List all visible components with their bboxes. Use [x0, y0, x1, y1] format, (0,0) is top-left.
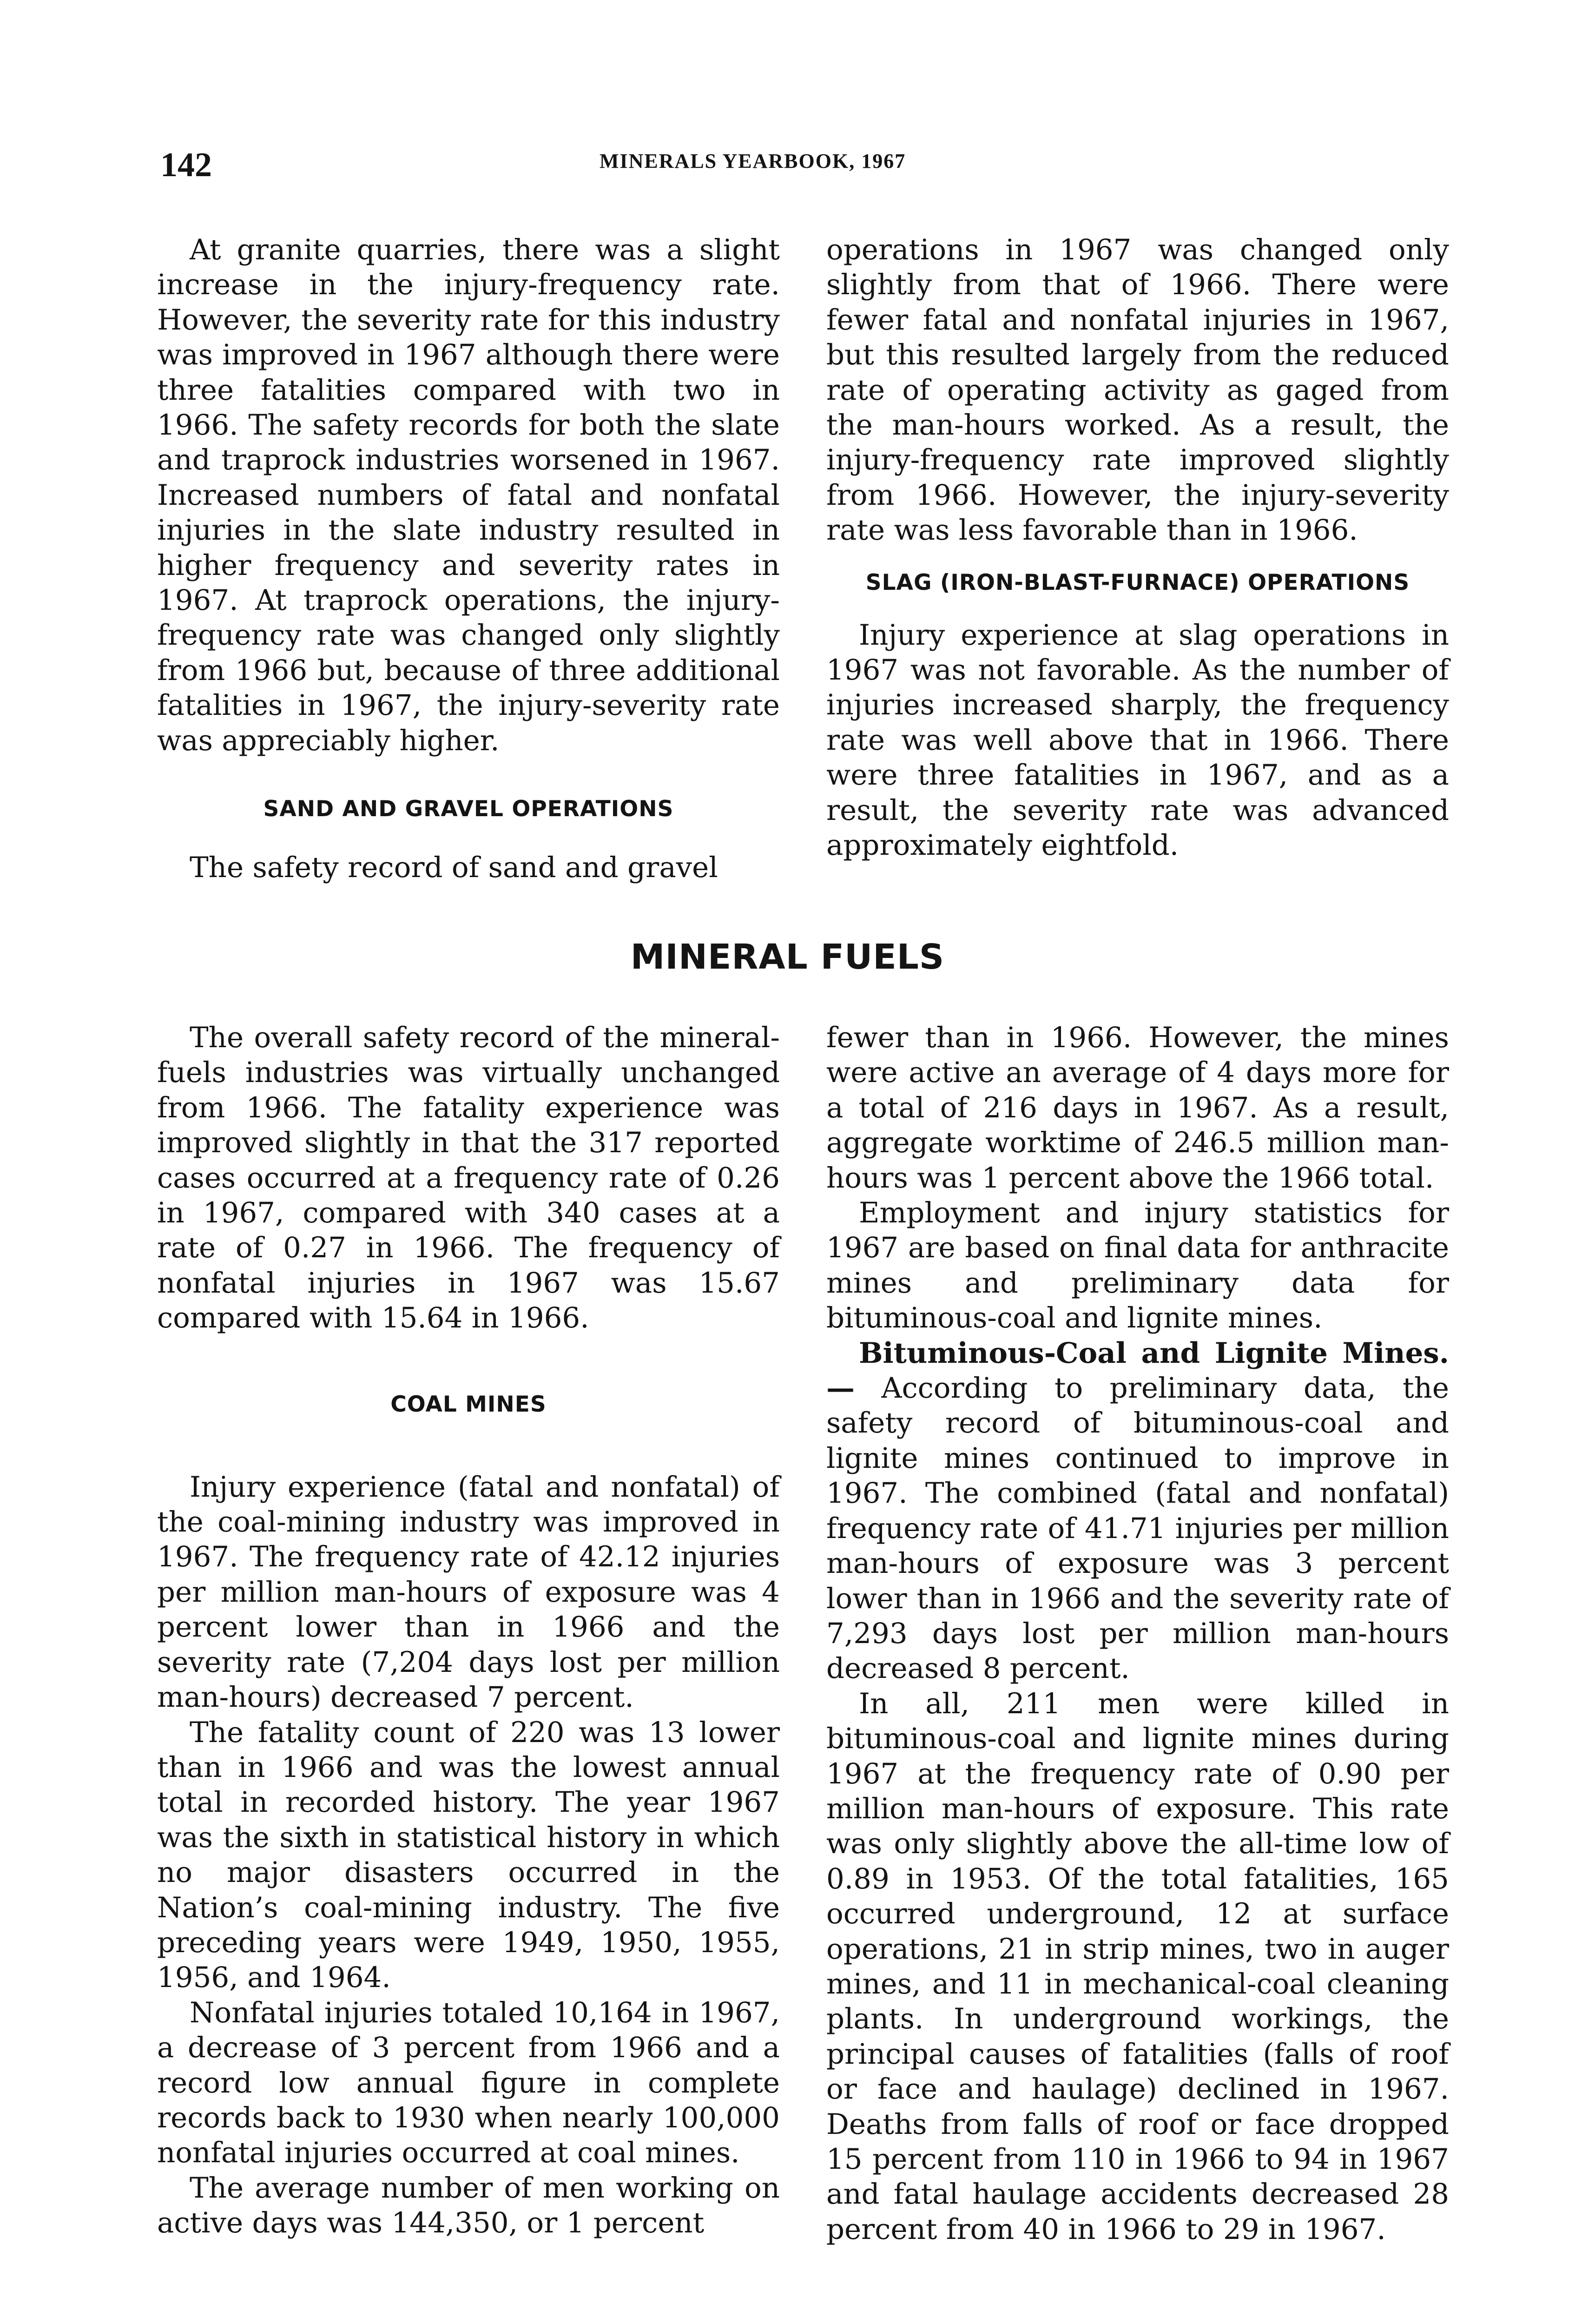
paragraph: The fatality count of 220 was 13 lower than in 1966 and was the lowest annual total in recorded history. The year 1967 was the sixth in statistical history in which no major disasters occurred in the Nation’s coal-mining industry. The five preceding years were 1949, 1950, 1955, 1956, and 1964.: [157, 1716, 780, 1994]
top-right-column: [826, 232, 1449, 863]
section-heading-slag: SLAG (IRON-BLAST-FURNACE) OPERATIONS: [865, 569, 1410, 595]
paragraph: Nonfatal injuries totaled 10,164 in 1967, a decrease of 3 percent from 1966 and a record low annual figure in complete records back to 1930 when nearly 100,000 nonfatal injuries occurred at coal mines.: [157, 1996, 780, 2170]
paragraph: The overall safety record of the mineral-fuels industries was virtually unchanged from 1966. The fatality experience was improved slightly in that the 317 reported cases occurred at a frequency rate of 0.26 in 1967, compared with 340 cases at a rate of 0.27 in 1966. The frequency of nonfatal injuries in 1967 was 15.67 compared with 15.64 in 1966.: [157, 1021, 780, 1335]
paragraph: At granite quarries, there was a slight increase in the injury-frequency rate. However, the severity rate for this industry was improved in 1967 although there were three fatalities compared with two in 1966. The safety records for both the slate and traprock industries worsened in 1967. Increased numbers of fatal and nonfatal injuries in the slate industry resulted in higher frequency and severity rates in 1967. At traprock operations, the injury-frequency rate was changed only slightly from 1966 but, because of three additional fatalities in 1967, the injury-severity rate was appreciably higher.: [157, 233, 780, 757]
paragraph: Employment and injury statistics for 1967 are based on final data for anthracite mines and preliminary data for bituminous-coal and lignite mines.: [826, 1196, 1449, 1335]
bottom-left-column: [157, 1020, 780, 2241]
running-title: MINERALS YEARBOOK, 1967: [600, 150, 906, 172]
paragraph: The safety record of sand and gravel: [190, 851, 718, 885]
section-heading-sand-gravel: SAND AND GRAVEL OPERATIONS: [263, 796, 674, 822]
paragraph: operations in 1967 was changed only slightly from that of 1966. There were fewer fatal and nonfatal injuries in 1967, but this resulted largely from the reduced rate of operating activity as gaged from the man-hours worked. As a result, the injury-frequency rate improved slightly from 1966. However, the injury-severity rate was less favorable than in 1966.: [826, 233, 1449, 547]
paragraph: In all, 211 men were killed in bituminous-coal and lignite mines during 1967 at the frequency rate of 0.90 per million man-hours of exposure. This rate was only slightly above the all-time low of 0.89 in 1953. Of the total fatalities, 165 occurred underground, 12 at surface operations, 21 in strip mines, two in auger mines, and 11 in mechanical-coal cleaning plants. In underground workings, the principal causes of fatalities (falls of roof or face and haulage) declined in 1967. Deaths from falls of roof or face dropped 15 percent from 110 in 1966 to 94 in 1967 and fatal haulage accidents decreased 28 percent from 40 in 1966 to 29 in 1967.: [826, 1687, 1449, 2246]
paragraph: The average number of men working on active days was 144,350, or 1 percent: [157, 2171, 780, 2240]
paragraph: Injury experience at slag operations in 1967 was not favorable. As the number of injuries increased sharply, the frequency rate was well above that in 1966. There were three fatalities in 1967, and as a result, the severity rate was advanced approximately eightfold.: [826, 618, 1449, 862]
section-title-mineral-fuels: MINERAL FUELS: [630, 937, 945, 977]
paragraph: Injury experience (fatal and nonfatal) of the coal-mining industry was improved in 1967. The frequency rate of 42.12 injuries per million man-hours of exposure was 4 percent lower than in 1966 and the severity rate (7,204 days lost per million man-hours) decreased 7 percent.: [157, 1470, 780, 1714]
paragraph-text: According to preliminary data, the safety record of bituminous-coal and lignite mines continued to improve in 1967. The combined (fatal and nonfatal) frequency rate of 41.71 injuries per million man-hours of exposure was 3 percent lower than in 1966 and the severity rate of 7,293 days lost per million man-hours decreased 8 percent.: [826, 1372, 1450, 1685]
top-left-column: [157, 232, 780, 885]
paragraph: fewer than in 1966. However, the mines were active an average of 4 days more for a total of 216 days in 1967. As a result, aggregate worktime of 246.5 million man-hours was 1 percent above the 1966 total.: [826, 1021, 1449, 1195]
page-number: 142: [160, 146, 212, 184]
bottom-right-column: [826, 1020, 1449, 2247]
paragraph: [826, 1336, 1449, 1686]
run-in-heading: Bituminous-Coal and Lignite Mines.—: [826, 1336, 1449, 1405]
section-heading-coal-mines: COAL MINES: [390, 1391, 547, 1417]
